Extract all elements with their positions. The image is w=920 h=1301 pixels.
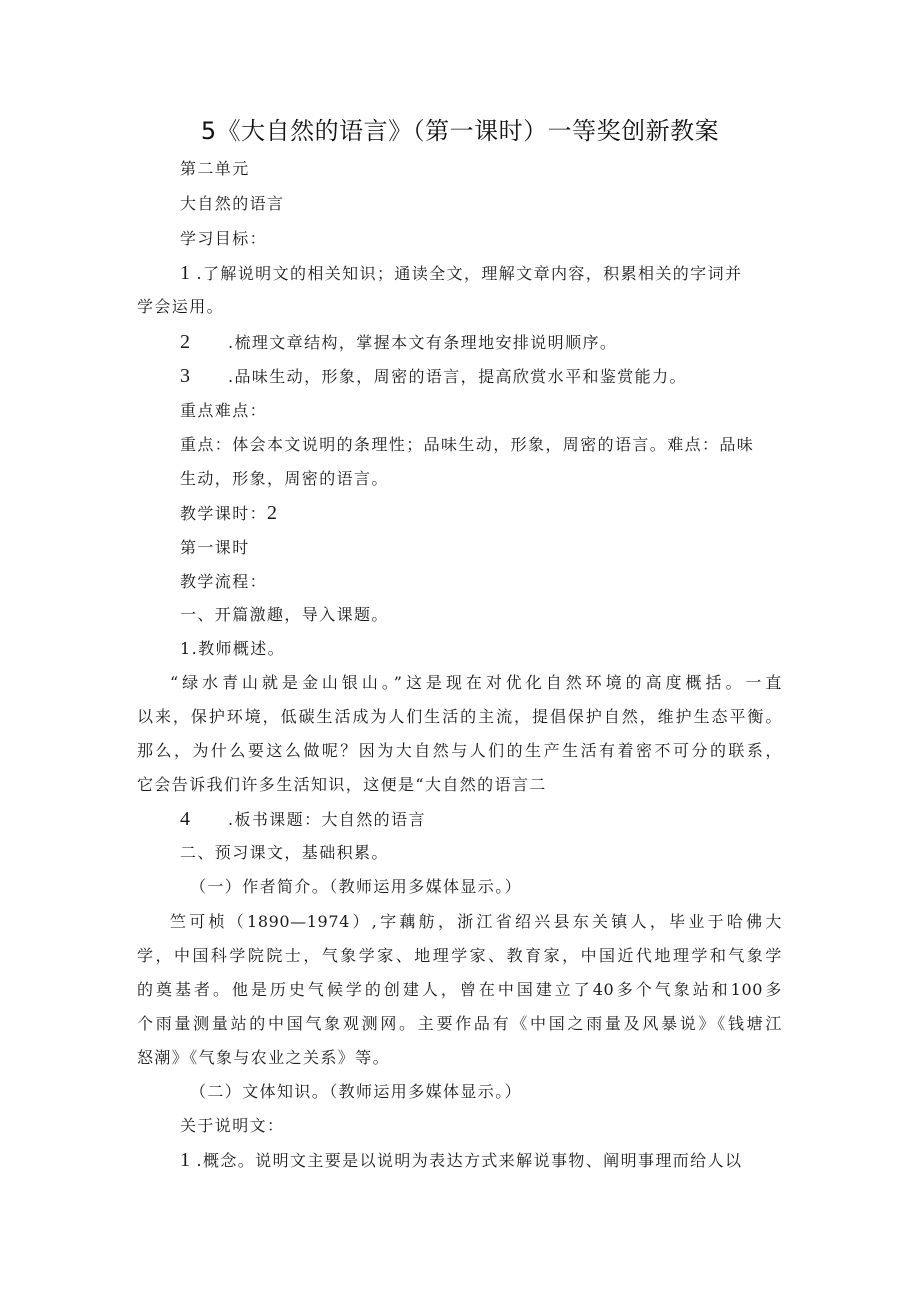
step-1-heading: 一、开篇激趣，导入课题。 (180, 605, 389, 624)
intro-paragraph-line-4: 它会告诉我们许多生活知识，这便是“大自然的语言二 (137, 775, 547, 794)
first-period-label: 第一课时 (180, 538, 250, 557)
step-1-item-4-number: 4 (180, 808, 190, 830)
teaching-hours-value: 2 (267, 502, 278, 524)
goals-heading: 学习目标： (180, 229, 268, 248)
concept-item-text: .概念。说明文主要是以说明为表达方式来解说事物、阐明事理而给人以 (196, 1151, 743, 1170)
about-expository-heading: 关于说明文： (180, 1116, 285, 1135)
concept-item-number: 1 (180, 1149, 190, 1171)
goal-1-text: .了解说明文的相关知识；通读全文，理解文章内容，积累相关的字词并 (196, 264, 743, 283)
bio-line-5: 怒潮》《气象与农业之关系》等。 (137, 1048, 391, 1067)
intro-paragraph-line-2: 以来，保护环境，低碳生活成为人们生活的主流，提倡保护自然，维护生态平衡。 (137, 707, 782, 726)
lesson-name: 大自然的语言 (180, 194, 285, 213)
intro-paragraph-line-3: 那么，为什么要这么做呢？因为大自然与人们的生产生活有着密不可分的联系， (137, 741, 782, 760)
bio-line-2: 学，中国科学院院士，气象学家、地理学家、教育家，中国近代地理学和气象学 (137, 946, 782, 965)
bio-line-1: 竺可桢（1890—1974）,字藕舫，浙江省绍兴县东关镇人，毕业于哈佛大 (170, 912, 782, 931)
concept-item (180, 1147, 790, 1174)
genre-knowledge-heading: （二）文体知识。（教师运用多媒体显示。） (190, 1082, 523, 1101)
document-title: 5《大自然的语言》（第一课时）一等奖创新教案 (200, 117, 720, 145)
goal-3-text: .品味生动，形象，周密的语言，提高欣赏水平和鉴赏能力。 (228, 367, 687, 386)
key-points-line-1: 重点：体会本文说明的条理性；品味生动，形象，周密的语言。难点：品味 (180, 435, 755, 454)
teaching-flow-heading: 教学流程： (180, 572, 268, 591)
step-1-item-4 (180, 806, 790, 833)
bio-line-3: 的奠基者。他是历史气候学的创建人，曾在中国建立了40多个气象站和100多 (137, 980, 782, 999)
step-1-item-4-text: .板书课题：大自然的语言 (228, 810, 426, 829)
goal-2-number: 2 (180, 331, 190, 353)
goal-2-text: .梳理文章结构，掌握本文有条理地安排说明顺序。 (228, 333, 618, 352)
step-2-heading: 二、预习课文，基础积累。 (180, 843, 389, 862)
goal-1-continued: 学会运用。 (137, 297, 225, 316)
key-points-heading: 重点难点： (180, 401, 268, 420)
unit-label: 第二单元 (180, 159, 250, 178)
goal-1-number: 1 (180, 262, 190, 284)
goal-2 (180, 329, 790, 356)
bio-line-4: 个雨量测量站的中国气象观测网。主要作品有《中国之雨量及风暴说》《钱塘江 (137, 1014, 782, 1033)
goal-3 (180, 363, 790, 390)
teaching-hours (180, 500, 790, 527)
goal-1 (180, 260, 790, 287)
teaching-hours-label: 教学课时： (180, 504, 268, 523)
step-1-item-1: 1.教师概述。 (180, 639, 286, 658)
goal-3-number: 3 (180, 365, 190, 387)
intro-paragraph-line-1: “绿水青山就是金山银山。”这是现在对优化自然环境的高度概括。一直 (170, 673, 782, 692)
key-points-line-2: 生动，形象，周密的语言。 (180, 469, 389, 488)
author-intro-heading: （一）作者简介。（教师运用多媒体显示。） (190, 877, 523, 896)
